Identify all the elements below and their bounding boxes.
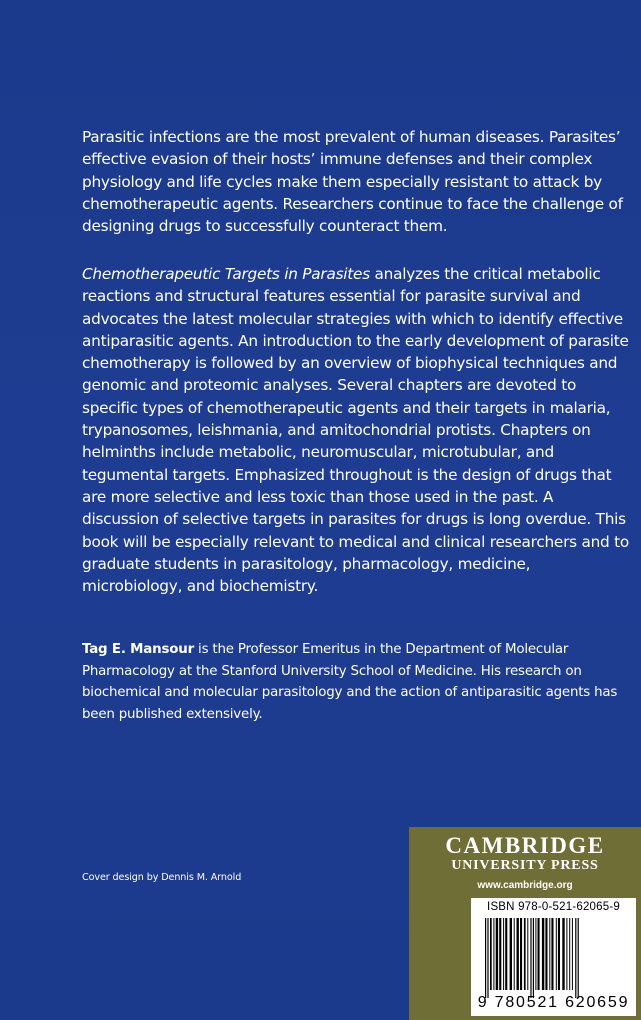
barcode-bar <box>499 918 501 990</box>
isbn-label: ISBN 978-0-521-62065-9 <box>487 901 620 913</box>
barcode-bar <box>533 918 534 998</box>
barcode-bar <box>545 918 547 990</box>
barcode-bar <box>578 918 579 998</box>
publisher-url: www.cambridge.org <box>477 880 573 891</box>
publisher-name: CAMBRIDGE <box>445 833 605 858</box>
author-bio-text: is the Professor Emeritus in the Department of Molecular Pharmacology at the Stanford University School of Medicine. His research on biochemical and molecular parasitology and the action of antiparasitic agents has been published extensively. <box>82 642 618 722</box>
barcode-bar <box>520 918 522 990</box>
blurb-paragraph-1: Parasitic infections are the most prevalent of human diseases. Parasites’ effective evasion of their hosts’ immune defenses and their complex physiology and life cycles make them especially resistant to attack by chemotherapeutic agents. Researchers continue to face the challenge of designing drugs to successfully counteract them. <box>82 128 623 236</box>
barcode-bar <box>496 918 498 990</box>
barcode-bar <box>503 918 504 990</box>
cover-design-credit: Cover design by Dennis M. Arnold <box>82 872 242 883</box>
barcode-bar <box>551 918 553 990</box>
barcode-bar <box>517 918 519 990</box>
barcode-bar <box>535 918 536 990</box>
barcode-bar <box>485 918 486 998</box>
publisher-subtitle: UNIVERSITY PRESS <box>451 858 599 873</box>
author-name: Tag E. Mansour <box>82 642 194 657</box>
barcode-bar <box>549 918 550 990</box>
barcode-bar <box>487 918 488 998</box>
book-title: Chemotherapeutic Targets in Parasites <box>82 265 370 283</box>
barcode-bar <box>510 918 512 990</box>
barcode-bar <box>493 918 494 990</box>
barcode-bar <box>514 918 515 990</box>
barcode-bar <box>558 918 560 990</box>
barcode-bar <box>556 918 557 990</box>
blurb-paragraph-2 <box>82 263 630 597</box>
barcode-box <box>471 898 636 1016</box>
barcode-bar <box>569 918 570 990</box>
publisher-panel <box>409 827 641 1020</box>
barcode-bar <box>524 918 526 990</box>
barcode-bar <box>542 918 544 990</box>
blurb-paragraph-2-text: analyzes the critical metabolic reactions and structural features essential for parasite survival and advocates the latest molecular strategies with which to identify effective antiparasitic agents. An introduction to the early development of parasite chemotherapy is followed by an overview of biophysical techniques and genomic and proteomic analyses. Several chapters are devoted to specific types of chemotherapeutic agents and their targets in malaria, trypanosomes, leishmania, and amitochondrial protists. Chapters on helminths include metabolic, neuromuscular, microtubular, and tegumental targets. Emphasized throughout is the design of drugs that are more selective and less toxic than those used in the past. A discussion of selective targets in parasites for drugs is long overdue. This book will be especially relevant to medical and clinical researchers and to graduate students in parasitology, pharmacology, medicine, microbiology, and biochemistry. <box>82 265 629 596</box>
barcode-bar <box>575 918 576 998</box>
barcode-bar <box>572 918 573 990</box>
barcode-bars <box>479 918 628 998</box>
barcode-bar <box>538 918 540 990</box>
barcode-bar <box>505 918 507 990</box>
barcode-bar <box>562 918 564 990</box>
barcode-bar <box>527 918 528 990</box>
barcode-bar <box>530 918 531 998</box>
barcode-bar <box>490 918 492 990</box>
author-bio <box>82 639 630 725</box>
barcode-digits: 9 780521 620659 <box>477 994 630 1011</box>
barcode-bar <box>566 918 567 990</box>
